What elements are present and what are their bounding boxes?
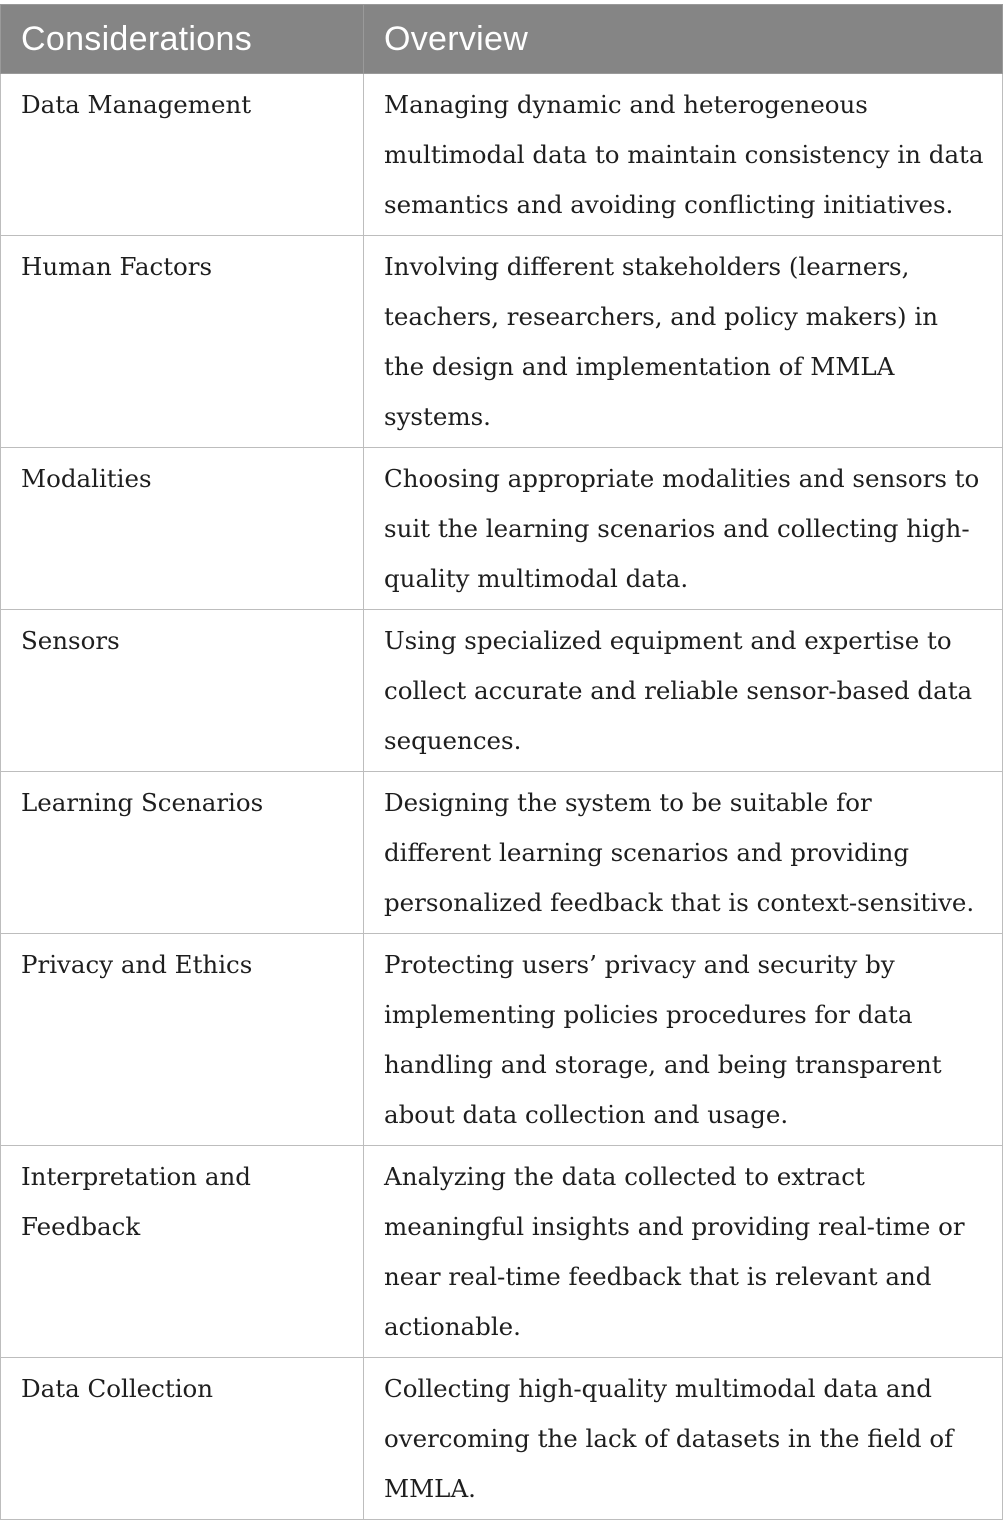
overview-cell: Involving different stakeholders (learners, teachers, researchers, and policy makers) in the design and implementation of MMLA systems. <box>364 236 1003 448</box>
considerations-table <box>0 4 1003 1520</box>
table-row <box>1 772 1003 934</box>
table-row <box>1 1358 1003 1520</box>
table-header <box>1 5 1003 74</box>
overview-cell: Analyzing the data collected to extract meaningful insights and providing real-time or near real-time feedback that is relevant and actionable. <box>364 1146 1003 1358</box>
table-row <box>1 236 1003 448</box>
overview-cell: Collecting high-quality multimodal data and overcoming the lack of datasets in the field of MMLA. <box>364 1358 1003 1520</box>
consideration-cell: Interpretation and Feedback <box>1 1146 364 1358</box>
overview-cell: Choosing appropriate modalities and sensors to suit the learning scenarios and collecting high-quality multimodal data. <box>364 448 1003 610</box>
column-header-overview: Overview <box>364 5 1003 74</box>
column-header-considerations: Considerations <box>1 5 364 74</box>
table-row <box>1 1146 1003 1358</box>
overview-cell: Using specialized equipment and expertise to collect accurate and reliable sensor-based data sequences. <box>364 610 1003 772</box>
consideration-cell: Privacy and Ethics <box>1 934 364 1146</box>
table-row <box>1 448 1003 610</box>
overview-cell: Protecting users’ privacy and security by implementing policies procedures for data handling and storage, and being transparent about data collection and usage. <box>364 934 1003 1146</box>
table-row <box>1 74 1003 236</box>
consideration-cell: Modalities <box>1 448 364 610</box>
consideration-cell: Sensors <box>1 610 364 772</box>
consideration-cell: Human Factors <box>1 236 364 448</box>
consideration-cell: Data Collection <box>1 1358 364 1520</box>
table-body <box>1 74 1003 1520</box>
consideration-cell: Learning Scenarios <box>1 772 364 934</box>
overview-cell: Managing dynamic and heterogeneous multimodal data to maintain consistency in data semantics and avoiding conflicting initiatives. <box>364 74 1003 236</box>
consideration-cell: Data Management <box>1 74 364 236</box>
header-row <box>1 5 1003 74</box>
overview-cell: Designing the system to be suitable for different learning scenarios and providing personalized feedback that is context-sensitive. <box>364 772 1003 934</box>
table-row <box>1 610 1003 772</box>
table-row <box>1 934 1003 1146</box>
considerations-table-wrapper <box>0 4 1002 1520</box>
